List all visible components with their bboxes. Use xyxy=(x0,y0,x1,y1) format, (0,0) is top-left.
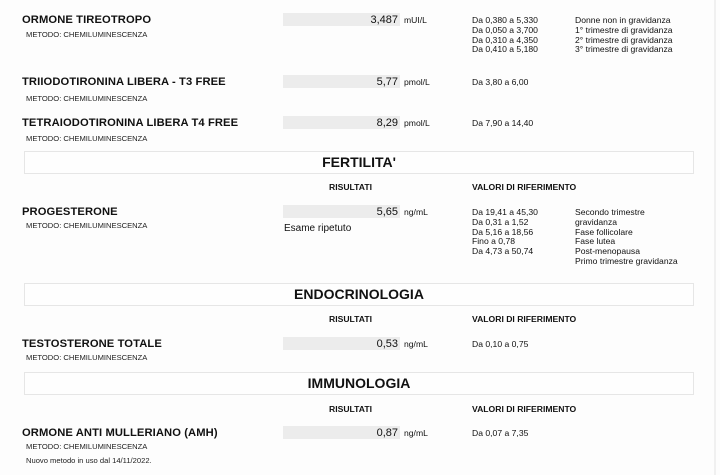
reference-note: Fase follicolare xyxy=(575,226,633,237)
method-note: Nuovo metodo in uso dal 14/11/2022. xyxy=(26,456,152,465)
reference-range: Da 0,10 a 0,75 xyxy=(472,339,529,349)
reference-column-header: VALORI DI RIFERIMENTO xyxy=(472,182,577,192)
result-unit: ng/mL xyxy=(404,339,428,349)
reference-range: Da 0,07 a 7,35 xyxy=(472,428,529,438)
test-method: METODO: CHEMILUMINESCENZA xyxy=(26,442,148,451)
reference-range: Da 5,16 a 18,56 xyxy=(472,226,534,237)
test-name: TETRAIODOTIRONINA LIBERA T4 FREE xyxy=(22,117,239,129)
reference-note: gravidanza xyxy=(575,216,618,227)
reference-range: Da 0,050 a 3,700 xyxy=(472,24,538,35)
reference-range: Da 0,31 a 1,52 xyxy=(472,216,529,227)
test-method: METODO: CHEMILUMINESCENZA xyxy=(26,30,148,39)
result-value: 5,77 xyxy=(376,76,398,88)
reference-note: Secondo trimestre xyxy=(575,207,645,217)
reference-note: Post-menopausa xyxy=(575,246,640,257)
section-title: ENDOCRINOLOGIA xyxy=(294,286,424,302)
section-header-immunologia xyxy=(24,372,694,395)
reference-range: Da 4,73 a 50,74 xyxy=(472,246,534,257)
section-title: FERTILITA' xyxy=(322,154,396,170)
test-method: METODO: CHEMILUMINESCENZA xyxy=(26,221,148,230)
test-method: METODO: CHEMILUMINESCENZA xyxy=(26,94,148,103)
reference-ranges xyxy=(472,208,538,257)
reference-note: Primo trimestre gravidanza xyxy=(575,255,678,266)
reference-notes xyxy=(575,16,673,55)
reference-range: Da 7,90 a 14,40 xyxy=(472,118,534,128)
result-value: 5,65 xyxy=(376,206,398,218)
result-unit: pmol/L xyxy=(404,118,430,128)
result-remark: Esame ripetuto xyxy=(284,223,352,234)
reference-ranges xyxy=(472,16,538,55)
result-value: 0,53 xyxy=(376,338,398,350)
section-title: IMMUNOLOGIA xyxy=(307,375,411,391)
reference-note: Donne non in gravidanza xyxy=(575,15,671,25)
test-name: TESTOSTERONE TOTALE xyxy=(22,338,162,350)
reference-note: 1° trimestre di gravidanza xyxy=(575,24,673,35)
result-unit: ng/mL xyxy=(404,428,428,438)
result-unit: pmol/L xyxy=(404,77,430,87)
reference-range: Da 0,310 a 4,350 xyxy=(472,34,538,45)
result-unit: ng/mL xyxy=(404,207,428,217)
results-column-header: RISULTATI xyxy=(329,314,372,324)
result-value: 0,87 xyxy=(376,427,398,439)
result-value: 8,29 xyxy=(376,117,398,129)
test-method: METODO: CHEMILUMINESCENZA xyxy=(26,134,148,143)
section-header-endocrinologia xyxy=(24,283,694,306)
results-column-header: RISULTATI xyxy=(329,404,372,414)
test-name: ORMONE ANTI MULLERIANO (AMH) xyxy=(22,427,218,439)
test-name: ORMONE TIREOTROPO xyxy=(22,14,152,26)
reference-note: 3° trimestre di gravidanza xyxy=(575,44,673,55)
test-name: TRIIODOTIRONINA LIBERA - T3 FREE xyxy=(22,76,226,88)
reference-range: Da 0,410 a 5,180 xyxy=(472,44,538,55)
reference-note: Fase lutea xyxy=(575,236,616,247)
reference-range: Fino a 0,78 xyxy=(472,236,515,247)
reference-column-header: VALORI DI RIFERIMENTO xyxy=(472,314,577,324)
reference-range: Da 19,41 a 45,30 xyxy=(472,207,538,217)
test-name: PROGESTERONE xyxy=(22,206,118,218)
page-edge xyxy=(714,0,716,475)
reference-notes xyxy=(575,208,678,267)
result-value: 3,487 xyxy=(370,14,398,26)
results-column-header: RISULTATI xyxy=(329,182,372,192)
reference-column-header: VALORI DI RIFERIMENTO xyxy=(472,404,577,414)
result-unit: mUI/L xyxy=(404,15,427,25)
test-method: METODO: CHEMILUMINESCENZA xyxy=(26,353,148,362)
section-header-fertilita xyxy=(24,151,694,174)
reference-range: Da 0,380 a 5,330 xyxy=(472,15,538,25)
reference-range: Da 3,80 a 6,00 xyxy=(472,77,529,87)
reference-note: 2° trimestre di gravidanza xyxy=(575,34,673,45)
